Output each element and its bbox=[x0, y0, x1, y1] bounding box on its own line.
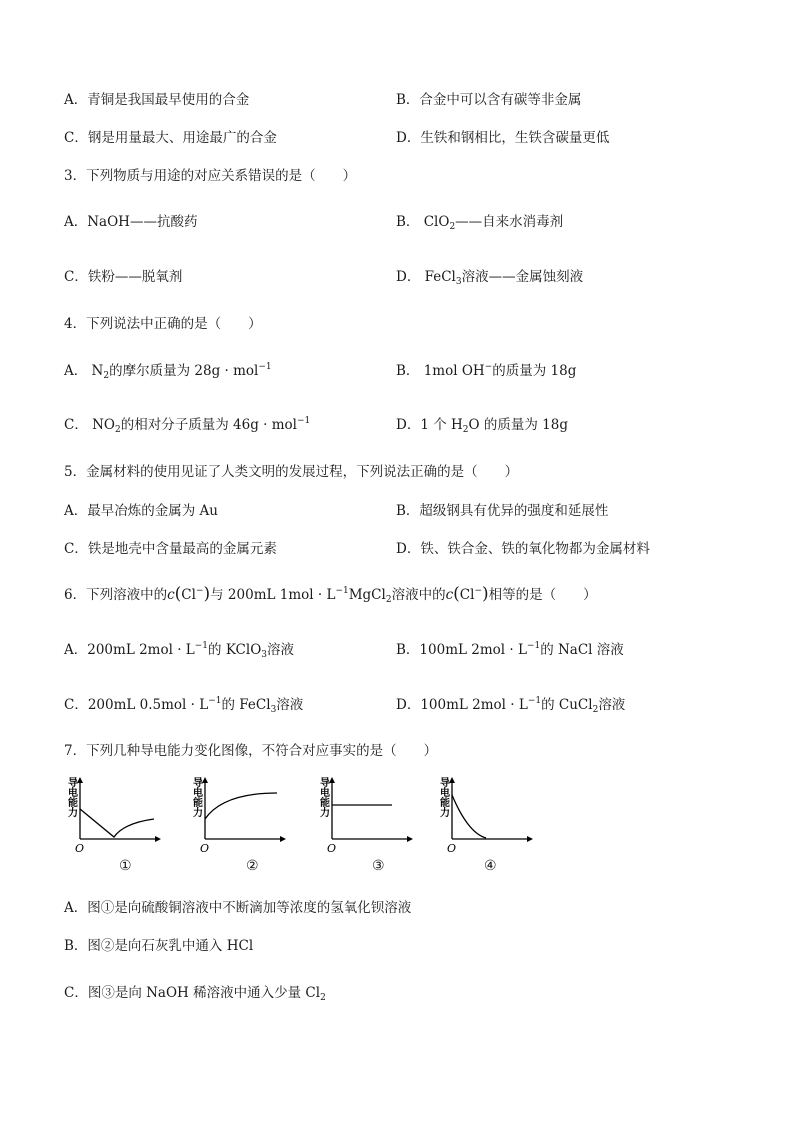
q6-option-b: B．100mL $2mol \cdot L^{-1}$的 NaCl 溶液 bbox=[396, 641, 624, 658]
graph-2-label: ② bbox=[246, 858, 259, 874]
q3-stem: 3．下列物质与用途的对应关系错误的是（ ） bbox=[64, 168, 357, 184]
graph-3-ylabel: 导电能力 bbox=[320, 778, 330, 819]
graph-2-origin: O bbox=[200, 842, 210, 855]
q5-stem: 5．金属材料的使用见证了人类文明的发展过程，下列说法正确的是（ ） bbox=[64, 464, 519, 480]
graph-1 bbox=[66, 775, 156, 875]
graph-3 bbox=[318, 775, 408, 875]
graph-3-origin: O bbox=[327, 842, 337, 855]
q5-option-c: C．铁是地壳中含量最高的金属元素 bbox=[64, 541, 277, 557]
q3-option-b: B． ClO$_2$——自来水消毒剂 bbox=[396, 214, 564, 232]
q2-option-b: B．合金中可以含有碳等非金属 bbox=[396, 92, 582, 108]
graph-1-label: ① bbox=[119, 858, 132, 874]
q4-option-d: D．1 个 $H_2O$ 的质量为 18g bbox=[396, 417, 568, 435]
q6-option-a: A．200mL $2mol \cdot L^{-1}$的 KClO$_3$溶液 bbox=[64, 641, 294, 660]
graph-3-label: ③ bbox=[372, 858, 385, 874]
q4-option-a: A． $N_2$的摩尔质量为 28g · mol$^{-1}$ bbox=[64, 362, 272, 381]
q3-option-c: C．铁粉——脱氧剂 bbox=[64, 269, 183, 285]
q6-option-d: D．100mL $2mol \cdot L^{-1}$的 CuCl$_2$溶液 bbox=[396, 696, 626, 715]
graph-2 bbox=[191, 775, 281, 875]
q4-stem: 4．下列说法中正确的是（ ） bbox=[64, 316, 262, 332]
q3-option-d: D． FeCl$_3$溶液——金属蚀刻液 bbox=[396, 269, 584, 287]
q5-option-b: B．超级钢具有优异的强度和延展性 bbox=[396, 503, 609, 519]
q3-option-a: A．NaOH——抗酸药 bbox=[64, 214, 198, 230]
q6-option-c: C．200mL $0.5mol \cdot L^{-1}$的 FeCl$_3$溶液 bbox=[64, 696, 304, 715]
graph-4-ylabel: 导电能力 bbox=[440, 778, 450, 819]
q2-option-c: C．钢是用量最大、用途最广的合金 bbox=[64, 130, 277, 146]
graph-4 bbox=[438, 775, 528, 875]
graph-4-origin: O bbox=[447, 842, 457, 855]
q7-stem: 7．下列几种导电能力变化图像，不符合对应事实的是（ ） bbox=[64, 743, 438, 759]
graph-1-origin: O bbox=[75, 842, 85, 855]
q2-option-a: A．青铜是我国最早使用的合金 bbox=[64, 92, 250, 108]
graph-2-ylabel: 导电能力 bbox=[193, 778, 203, 819]
q5-option-d: D．铁、铁合金、铁的氧化物都为金属材料 bbox=[396, 541, 650, 557]
graph-4-label: ④ bbox=[484, 858, 497, 874]
q4-option-b: B． 1mol OH−的质量为 18g bbox=[396, 362, 577, 379]
q7-option-a: A．图①是向硫酸铜溶液中不断滴加等浓度的氢氧化钡溶液 bbox=[64, 900, 412, 916]
q2-option-d: D．生铁和钢相比，生铁含碳量更低 bbox=[396, 130, 610, 146]
q7-option-b: B．图②是向石灰乳中通入 HCl bbox=[64, 938, 254, 954]
q4-option-c: C． $NO_2$的相对分子质量为 46g · mol$^{-1}$ bbox=[64, 416, 311, 435]
q7-option-c: C．图③是向 NaOH 稀溶液中通入少量 $Cl_2$ bbox=[64, 985, 326, 1003]
q5-option-a: A．最早冶炼的金属为 Au bbox=[64, 503, 218, 519]
graph-1-ylabel: 导电能力 bbox=[68, 778, 78, 819]
q6-stem: 6．下列溶液中的c(Cl−)与 200mL $1mol \cdot L^{-1}MgCl_2$溶液中的c(Cl−)相等的是（ ） bbox=[64, 584, 597, 605]
